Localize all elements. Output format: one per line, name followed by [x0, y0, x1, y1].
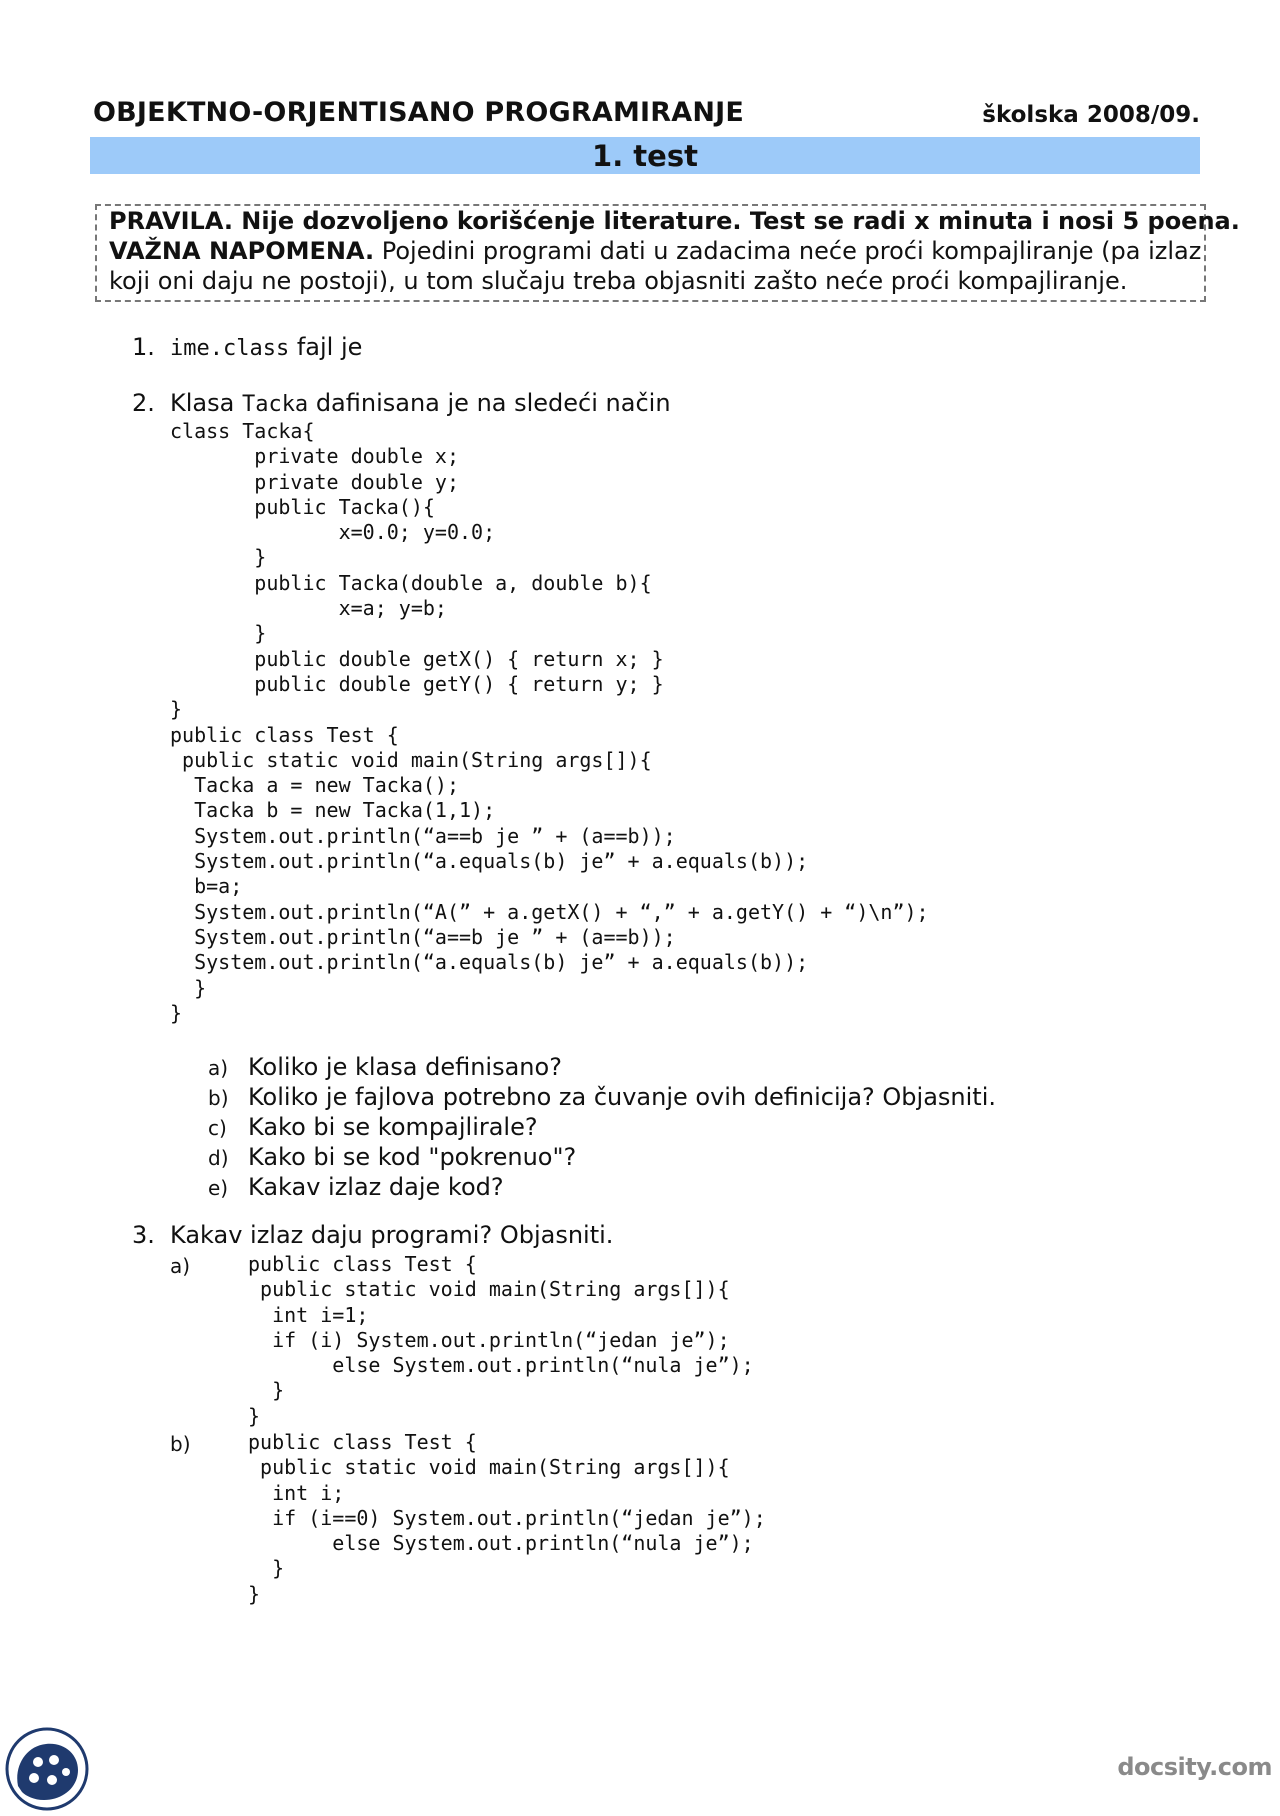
q3-a-label: a): [170, 1254, 191, 1278]
subquestion-c: [208, 1113, 996, 1143]
important-note-label: VAŽNA NAPOMENA.: [109, 237, 375, 265]
test-title: 1. test: [592, 138, 698, 173]
q3-a-code: public class Test { public static void main(String args[]){ int i=1; if (i) System.out.println(“jedan je”); else System.out.println(“nula je”); } }: [248, 1252, 754, 1428]
rules-line-2: [109, 236, 1204, 266]
question-3-text: Kakav izlaz daju programi? Objasniti.: [170, 1221, 614, 1249]
q1-code-term: ime.class: [170, 336, 290, 361]
subquestion-e: [208, 1173, 996, 1203]
subquestion-label: e): [208, 1176, 229, 1200]
docsity-watermark: docsity.com: [1117, 1753, 1272, 1781]
subquestion-a: [208, 1053, 996, 1083]
q2-code-word: Tacka: [241, 392, 309, 417]
question-2-number: 2.: [132, 389, 155, 417]
question-1-number: 1.: [132, 333, 155, 361]
subquestion-label: d): [208, 1146, 229, 1170]
document-title: OBJEKTNO-ORJENTISANO PROGRAMIRANJE: [93, 97, 745, 128]
q1-text: fajl je: [289, 333, 363, 361]
subquestion-d: [208, 1143, 996, 1173]
subquestion-label: a): [208, 1056, 229, 1080]
q2-text-before: Klasa: [170, 389, 242, 417]
test-title-band: [90, 137, 1200, 174]
q3-b-code: public class Test { public static void main(String args[]){ int i; if (i==0) System.out.println(“jedan je”); else System.out.println(“nula je”); } }: [248, 1430, 766, 1606]
q2-text-after: dafinisana je na sledeći način: [308, 389, 671, 417]
question-1-text: [170, 333, 362, 361]
important-note-text: Pojedini programi dati u zadacima neće proći kompajliranje (pa izlaz: [374, 237, 1202, 265]
docsity-logo-icon: [4, 1726, 90, 1812]
subquestion-text: Kakav izlaz daje kod?: [248, 1173, 504, 1201]
subquestion-label: c): [208, 1116, 227, 1140]
question-3-number: 3.: [132, 1221, 155, 1249]
question-2-text: [170, 389, 671, 417]
rules-line-3: koji oni daju ne postoji), u tom slučaju treba objasniti zašto neće proći kompajliranje.: [109, 267, 1128, 295]
subquestion-text: Koliko je fajlova potrebno za čuvanje ovih definicija? Objasniti.: [248, 1083, 996, 1111]
rules-line-1: PRAVILA. Nije dozvoljeno korišćenje literature. Test se radi x minuta i nosi 5 poena.: [109, 207, 1240, 235]
subquestion-label: b): [208, 1086, 229, 1110]
subquestion-text: Kako bi se kompajlirale?: [248, 1113, 538, 1141]
question-2-code: class Tacka{ private double x; private double y; public Tacka(){ x=0.0; y=0.0; } public Tacka(double a, double b){ x=a; y=b; } public double getX() { return x; } public double getY() { return y; } } public class Test { public static void main(String args[]){ Tacka a = new Tacka(); Tacka b = new Tacka(1,1); System.out.println(“a==b je ” + (a==b)); System.out.println(“a.equals(b) je” + a.equals(b)); b=a; System.out.println(“A(” + a.getX() + “,” + a.getY() + “)\n”); System.out.println(“a==b je ” + (a==b)); System.out.println(“a.equals(b) je” + a.equals(b)); } }: [170, 419, 929, 1025]
subquestion-text: Koliko je klasa definisano?: [248, 1053, 562, 1081]
subquestion-b: [208, 1083, 996, 1113]
q2-subquestions: [208, 1053, 996, 1203]
rules-box: [95, 204, 1240, 302]
q3-b-label: b): [170, 1432, 191, 1456]
school-year: školska 2008/09.: [982, 102, 1200, 128]
subquestion-text: Kako bi se kod "pokrenuo"?: [248, 1143, 577, 1171]
